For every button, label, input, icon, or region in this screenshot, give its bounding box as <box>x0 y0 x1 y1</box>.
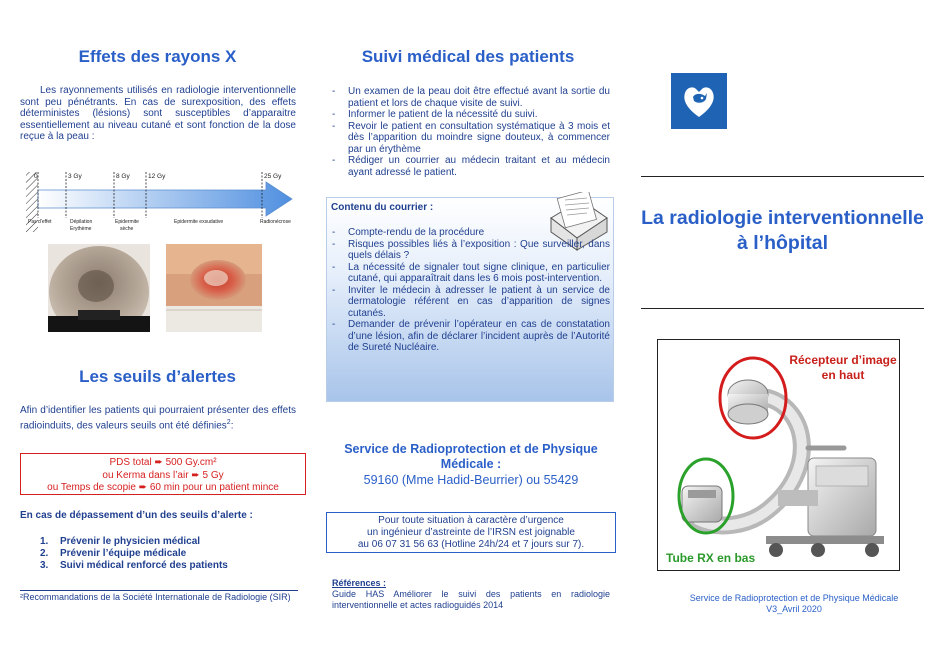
footer-service <box>670 593 918 614</box>
dose-tick: 12 Gy <box>148 173 166 180</box>
threshold-line: PDS total ➨ 500 Gy.cm² <box>109 457 217 468</box>
receptor-label: Récepteur d’image en haut <box>789 353 897 382</box>
list-item: - La nécessité de signaler tout signe clinique, en particulier cutané, qui apparaîtrait dans les 6 mois post-intervention. <box>332 262 610 285</box>
footnote-divider <box>20 590 298 591</box>
intro-paragraph: Les rayonnements utilisés en radiologie interventionnelle sont peu pénétrants. En cas de surexposition, des effets déterministes (lésions) sont susceptibles d’apparaitre essentiellement au niveau cutané et sont fonction de la dose reçue à la peau : <box>20 85 296 142</box>
dose-effect-label: Erythème <box>70 226 92 232</box>
list-item: 1. Prévenir le physicien médical <box>40 536 201 547</box>
alert-actions-list <box>40 536 300 572</box>
dose-effect-label: Epidermite exsudative <box>174 219 224 225</box>
section-title-suivi: Suivi médical des patients <box>361 47 575 66</box>
emergency-line: Pour toute situation à caractère d’urgence <box>378 515 564 526</box>
list-item: 2. Prévenir l’équipe médicale <box>40 548 187 559</box>
list-item: - Informer le patient de la nécessité du suivi. <box>332 109 610 121</box>
skin-lesion-red-photo <box>166 244 262 332</box>
section-title-effets: Effets des rayons X <box>78 47 237 66</box>
dose-effect-label: Epidermite <box>115 219 139 225</box>
seuils-paragraph: Afin d’identifier les patients qui pourraient présenter des effets radioinduits, des valeurs seuils ont été définies$^2$: <box>20 405 296 431</box>
service-title: Service de Radioprotection et de Physique Médicale : <box>344 442 598 471</box>
footnote-ref: 2 <box>226 418 231 426</box>
list-item: - Demander de prévenir l’opérateur en cas de constatation d’une lésion, afin de déclarer l’incident auprès de l’Autorité de Sureté Nucléaire. <box>332 319 610 354</box>
courrier-list <box>332 227 610 354</box>
threshold-line: ou Temps de scopie ➨ 60 min pour un patient mince <box>47 482 279 493</box>
list-item: - Rédiger un courrier au médecin traitant et au médecin ayant adressé le patient. <box>332 155 610 178</box>
suivi-list <box>332 86 610 178</box>
dose-effect-label: sèche <box>120 226 134 232</box>
list-item: - Un examen de la peau doit être effectué avant la sortie du patient et lors de chaque visite de suivi. <box>332 86 610 109</box>
references-title: Références : <box>332 578 387 588</box>
footer-version: V3_Avril 2020 <box>766 603 822 614</box>
threshold-line: ou Kerma dans l’air ➨ 5 Gy <box>102 469 224 481</box>
dose-tick: 8 Gy <box>116 173 130 180</box>
dose-tick: 3 Gy <box>68 173 82 180</box>
title-rule-bottom <box>641 308 924 309</box>
footer-line: Service de Radioprotection et de Physique Médicale <box>689 593 899 603</box>
dose-tick: 25 Gy <box>264 173 282 180</box>
dose-arrow-shape <box>38 182 292 216</box>
tube-label: Tube RX en bas <box>666 551 756 565</box>
heart-logo-icon <box>671 73 727 129</box>
list-item: - Inviter le médecin à adresser le patient à un service de dermatologie référent en cas d’apparition de signes cutanés. <box>332 285 610 320</box>
dose-effect-label: Dépilation <box>70 219 93 225</box>
service-phone: 59160 (Mme Hadid-Beurrier) ou 55429 <box>363 473 579 487</box>
footnote: ²Recommandations de la Société Internationale de Radiologie (SIR) <box>20 592 291 602</box>
brochure-title: La radiologie interventionnelle à l’hôpital <box>641 207 924 254</box>
depassement-heading: En cas de dépassement d’un des seuils d’alerte : <box>20 510 253 521</box>
list-item: - Compte-rendu de la procédure <box>332 227 610 239</box>
courrier-title: Contenu du courrier : <box>331 202 434 213</box>
dose-effect-label: Radionécrose <box>260 219 291 225</box>
references-text: Guide HAS Améliorer le suivi des patients en radiologie interventionnelle et actes radioguidés 2014 <box>332 589 610 610</box>
dose-scale-diagram <box>26 168 296 236</box>
emergency-line: un ingénieur d’astreinte de l’IRSN est joignable <box>367 527 575 538</box>
section-title-seuils: Les seuils d’alertes <box>79 367 236 386</box>
hospital-logo <box>671 73 727 129</box>
title-rule-top <box>641 176 924 177</box>
list-item: - Revoir le patient en consultation systématique à 3 mois et dès l’apparition du moindre signe douteux, à commencer par un érythème <box>332 121 610 156</box>
list-item: - Risques possibles liés à l’exposition : Que surveiller, dans quels délais ? <box>332 239 610 262</box>
threshold-box <box>20 453 306 495</box>
skin-lesion-back-photo <box>48 244 150 332</box>
dose-tick: 0 <box>34 173 38 180</box>
list-item: 3. Suivi médical renforcé des patients <box>40 560 228 571</box>
emergency-line: au 06 07 31 56 63 (Hotline 24h/24 et 7 jours sur 7). <box>357 539 585 550</box>
dose-effect-label: Pas d’effet <box>28 219 52 225</box>
emergency-box <box>326 512 616 553</box>
